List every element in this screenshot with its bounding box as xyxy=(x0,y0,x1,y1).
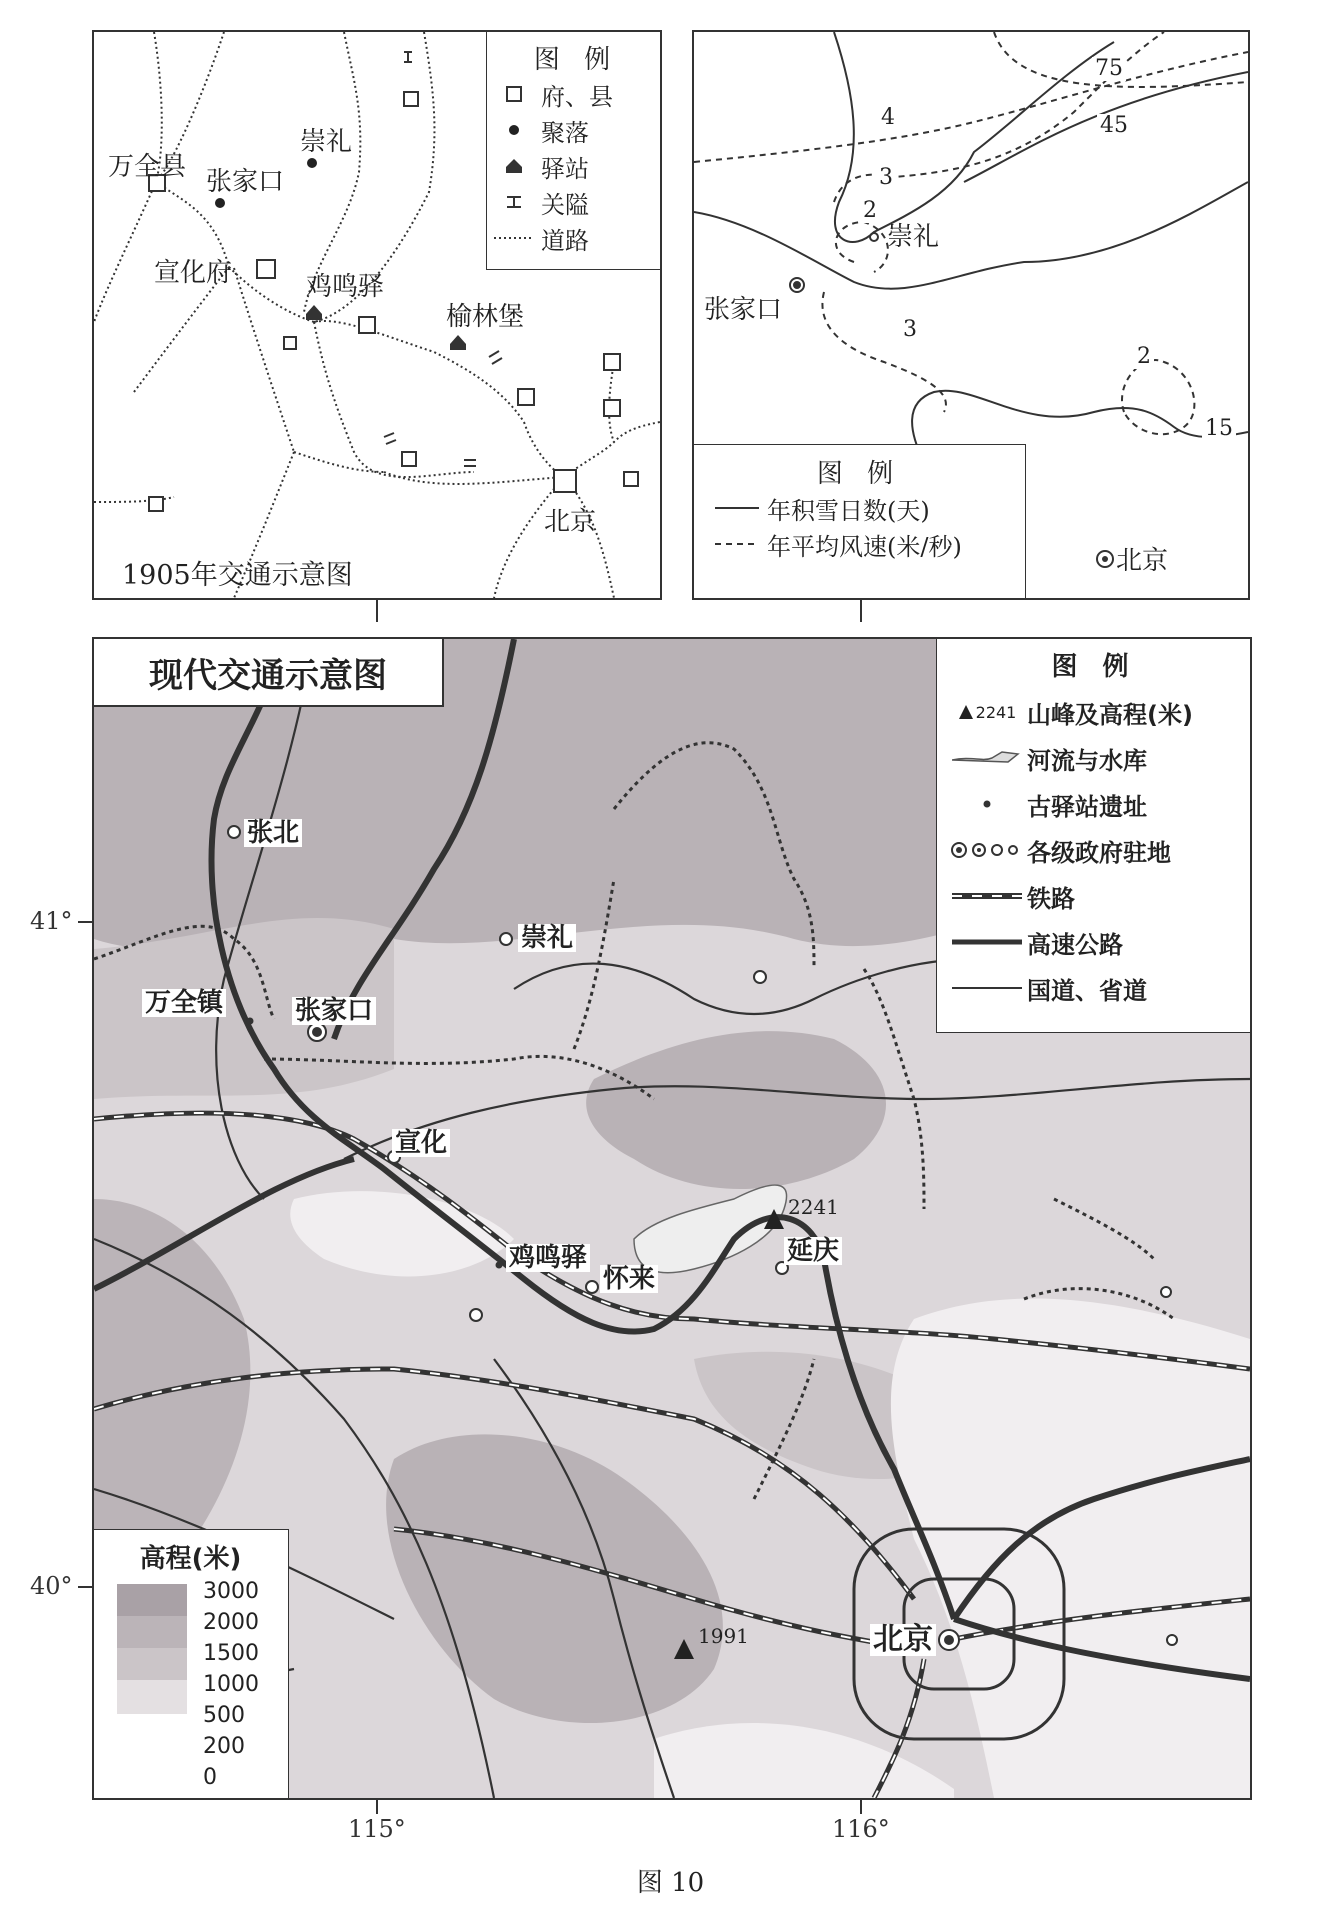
legend-row xyxy=(487,220,662,256)
station-icon xyxy=(306,305,466,350)
isoline-label: 2 xyxy=(1134,345,1154,369)
legend-label: 道路 xyxy=(541,226,589,255)
elevation-levels xyxy=(203,1576,259,1793)
map-modern-title xyxy=(94,639,444,707)
map-1905-title: 1905年交通示意图 xyxy=(122,560,353,591)
lat-tick: 40° xyxy=(30,1572,73,1600)
place-chongli: 崇礼 xyxy=(887,222,940,252)
place-wanquan: 万全县 xyxy=(108,152,187,182)
town-square xyxy=(359,317,375,333)
isoline-label: 15 xyxy=(1202,417,1236,441)
tick-mark xyxy=(860,600,862,622)
dotted-road-icon xyxy=(487,235,541,241)
isoline-label: 3 xyxy=(876,166,896,190)
map-1905-panel xyxy=(92,30,662,600)
map-climate-legend xyxy=(692,444,1026,600)
legend-label: 驿站 xyxy=(541,154,589,183)
elevation-level: 2000 xyxy=(203,1610,259,1635)
legend-label: 山峰及高程(米) xyxy=(1027,700,1193,729)
tick-mark xyxy=(78,921,92,923)
town-square xyxy=(624,472,638,486)
legend-row xyxy=(487,76,662,112)
place-jimingyi: 鸡鸣驿 xyxy=(506,1244,590,1272)
legend-label: 年平均风速(米/秒) xyxy=(767,532,962,561)
capital-legend xyxy=(1094,540,1168,577)
legend-label: 府、县 xyxy=(541,82,613,111)
capital-icon xyxy=(1094,548,1116,570)
map-modern-legend xyxy=(936,637,1252,1033)
place-zhangbei: 张北 xyxy=(244,819,302,847)
solid-line-icon xyxy=(707,505,767,511)
map-modern-panel xyxy=(92,637,1252,1800)
settlement-dot xyxy=(307,158,317,168)
peak-elevation: 1991 xyxy=(698,1624,749,1648)
legend-title: 图 例 xyxy=(533,45,619,75)
town-square xyxy=(404,92,418,106)
legend-label: 年积雪日数(天) xyxy=(767,496,930,525)
legend-label: 各级政府驻地 xyxy=(1027,838,1171,867)
elevation-level: 200 xyxy=(203,1734,245,1759)
map-1905-legend xyxy=(486,30,662,270)
capital-label: 北京 xyxy=(1116,546,1169,576)
map-modern-title-text: 现代交通示意图 xyxy=(149,655,387,696)
place-zhangjiakou: 张家口 xyxy=(704,295,783,325)
elevation-swatches xyxy=(117,1584,187,1714)
legend-label: 古驿站遗址 xyxy=(1027,792,1147,821)
road-icon xyxy=(947,985,1027,991)
elevation-level: 1500 xyxy=(203,1641,259,1666)
peak-icon xyxy=(947,703,1027,722)
place-zhangjiakou: 张家口 xyxy=(292,997,376,1025)
old-station-icon xyxy=(947,800,1027,808)
legend-row xyxy=(487,112,662,148)
peak-elevation: 2241 xyxy=(788,1195,839,1219)
legend-row xyxy=(707,490,1025,526)
town-square xyxy=(284,337,296,349)
place-jimingyi: 鸡鸣驿 xyxy=(306,272,385,302)
peak-sample: 2241 xyxy=(975,702,1017,722)
legend-row xyxy=(947,735,1251,781)
place-xuanhua: 宣化 xyxy=(392,1129,450,1157)
pass-icon xyxy=(384,52,502,466)
place-huailai: 怀来 xyxy=(600,1265,658,1293)
legend-row xyxy=(947,781,1251,827)
legend-title: 图 例 xyxy=(816,459,902,489)
place-xuanhua: 宣化府 xyxy=(154,258,233,288)
tick-mark xyxy=(860,1800,862,1814)
isoline-label: 45 xyxy=(1097,114,1131,138)
place-yulinbao: 榆林堡 xyxy=(446,302,525,332)
city-marker xyxy=(790,233,878,292)
elevation-legend xyxy=(92,1529,289,1800)
town-square xyxy=(257,260,275,278)
place-zhangjiakou: 张家口 xyxy=(206,167,285,197)
isoline-label: 3 xyxy=(900,318,920,342)
town-square xyxy=(604,400,620,416)
legend-row xyxy=(487,184,662,220)
legend-row xyxy=(707,526,1025,562)
gov-seat-icon xyxy=(947,841,1027,859)
legend-label: 关隘 xyxy=(541,190,589,219)
legend-title: 图 例 xyxy=(1051,652,1137,682)
legend-row xyxy=(947,827,1251,873)
figure-caption: 图 10 xyxy=(636,1868,705,1898)
place-beijing: 北京 xyxy=(544,507,597,537)
place-chongli: 崇礼 xyxy=(518,924,576,952)
legend-row xyxy=(947,965,1251,1011)
place-yanqing: 延庆 xyxy=(784,1237,842,1265)
town-square xyxy=(518,389,534,405)
dot-icon xyxy=(487,124,541,136)
legend-label: 国道、省道 xyxy=(1027,976,1147,1005)
legend-label: 聚落 xyxy=(541,118,589,147)
town-square xyxy=(554,470,576,492)
legend-label: 高速公路 xyxy=(1027,930,1123,959)
map-climate-panel xyxy=(692,30,1250,600)
lat-tick: 41° xyxy=(30,907,73,935)
legend-label: 铁路 xyxy=(1027,884,1075,913)
legend-row xyxy=(947,689,1251,735)
legend-row xyxy=(487,148,662,184)
highway-icon xyxy=(947,938,1027,946)
pass-icon xyxy=(487,194,541,210)
elevation-level: 500 xyxy=(203,1703,245,1728)
legend-row xyxy=(947,873,1251,919)
legend-row xyxy=(947,919,1251,965)
town-square xyxy=(402,452,416,466)
tick-mark xyxy=(376,600,378,622)
elevation-level: 0 xyxy=(203,1765,217,1790)
square-icon xyxy=(487,86,541,102)
station-icon xyxy=(487,158,541,174)
town-square xyxy=(604,354,620,370)
place-chongli: 崇礼 xyxy=(300,127,353,157)
railway-icon xyxy=(947,891,1027,901)
elevation-level: 3000 xyxy=(203,1579,259,1604)
tick-mark xyxy=(78,1586,92,1588)
river-icon xyxy=(947,748,1027,768)
isoline-label: 2 xyxy=(860,199,880,223)
legend-label: 河流与水库 xyxy=(1027,746,1147,775)
place-wanquan: 万全镇 xyxy=(142,989,226,1017)
isoline-label: 4 xyxy=(878,106,898,130)
lon-tick: 115° xyxy=(348,1815,406,1843)
place-beijing: 北京 xyxy=(870,1624,936,1656)
settlement-dot xyxy=(215,198,225,208)
isoline-label: 75 xyxy=(1092,57,1126,81)
dashed-line-icon xyxy=(707,541,767,547)
tick-mark xyxy=(376,1800,378,1814)
elevation-legend-title: 高程(米) xyxy=(139,1544,242,1574)
elevation-level: 1000 xyxy=(203,1672,259,1697)
lon-tick: 116° xyxy=(832,1815,890,1843)
town-square xyxy=(149,497,163,511)
